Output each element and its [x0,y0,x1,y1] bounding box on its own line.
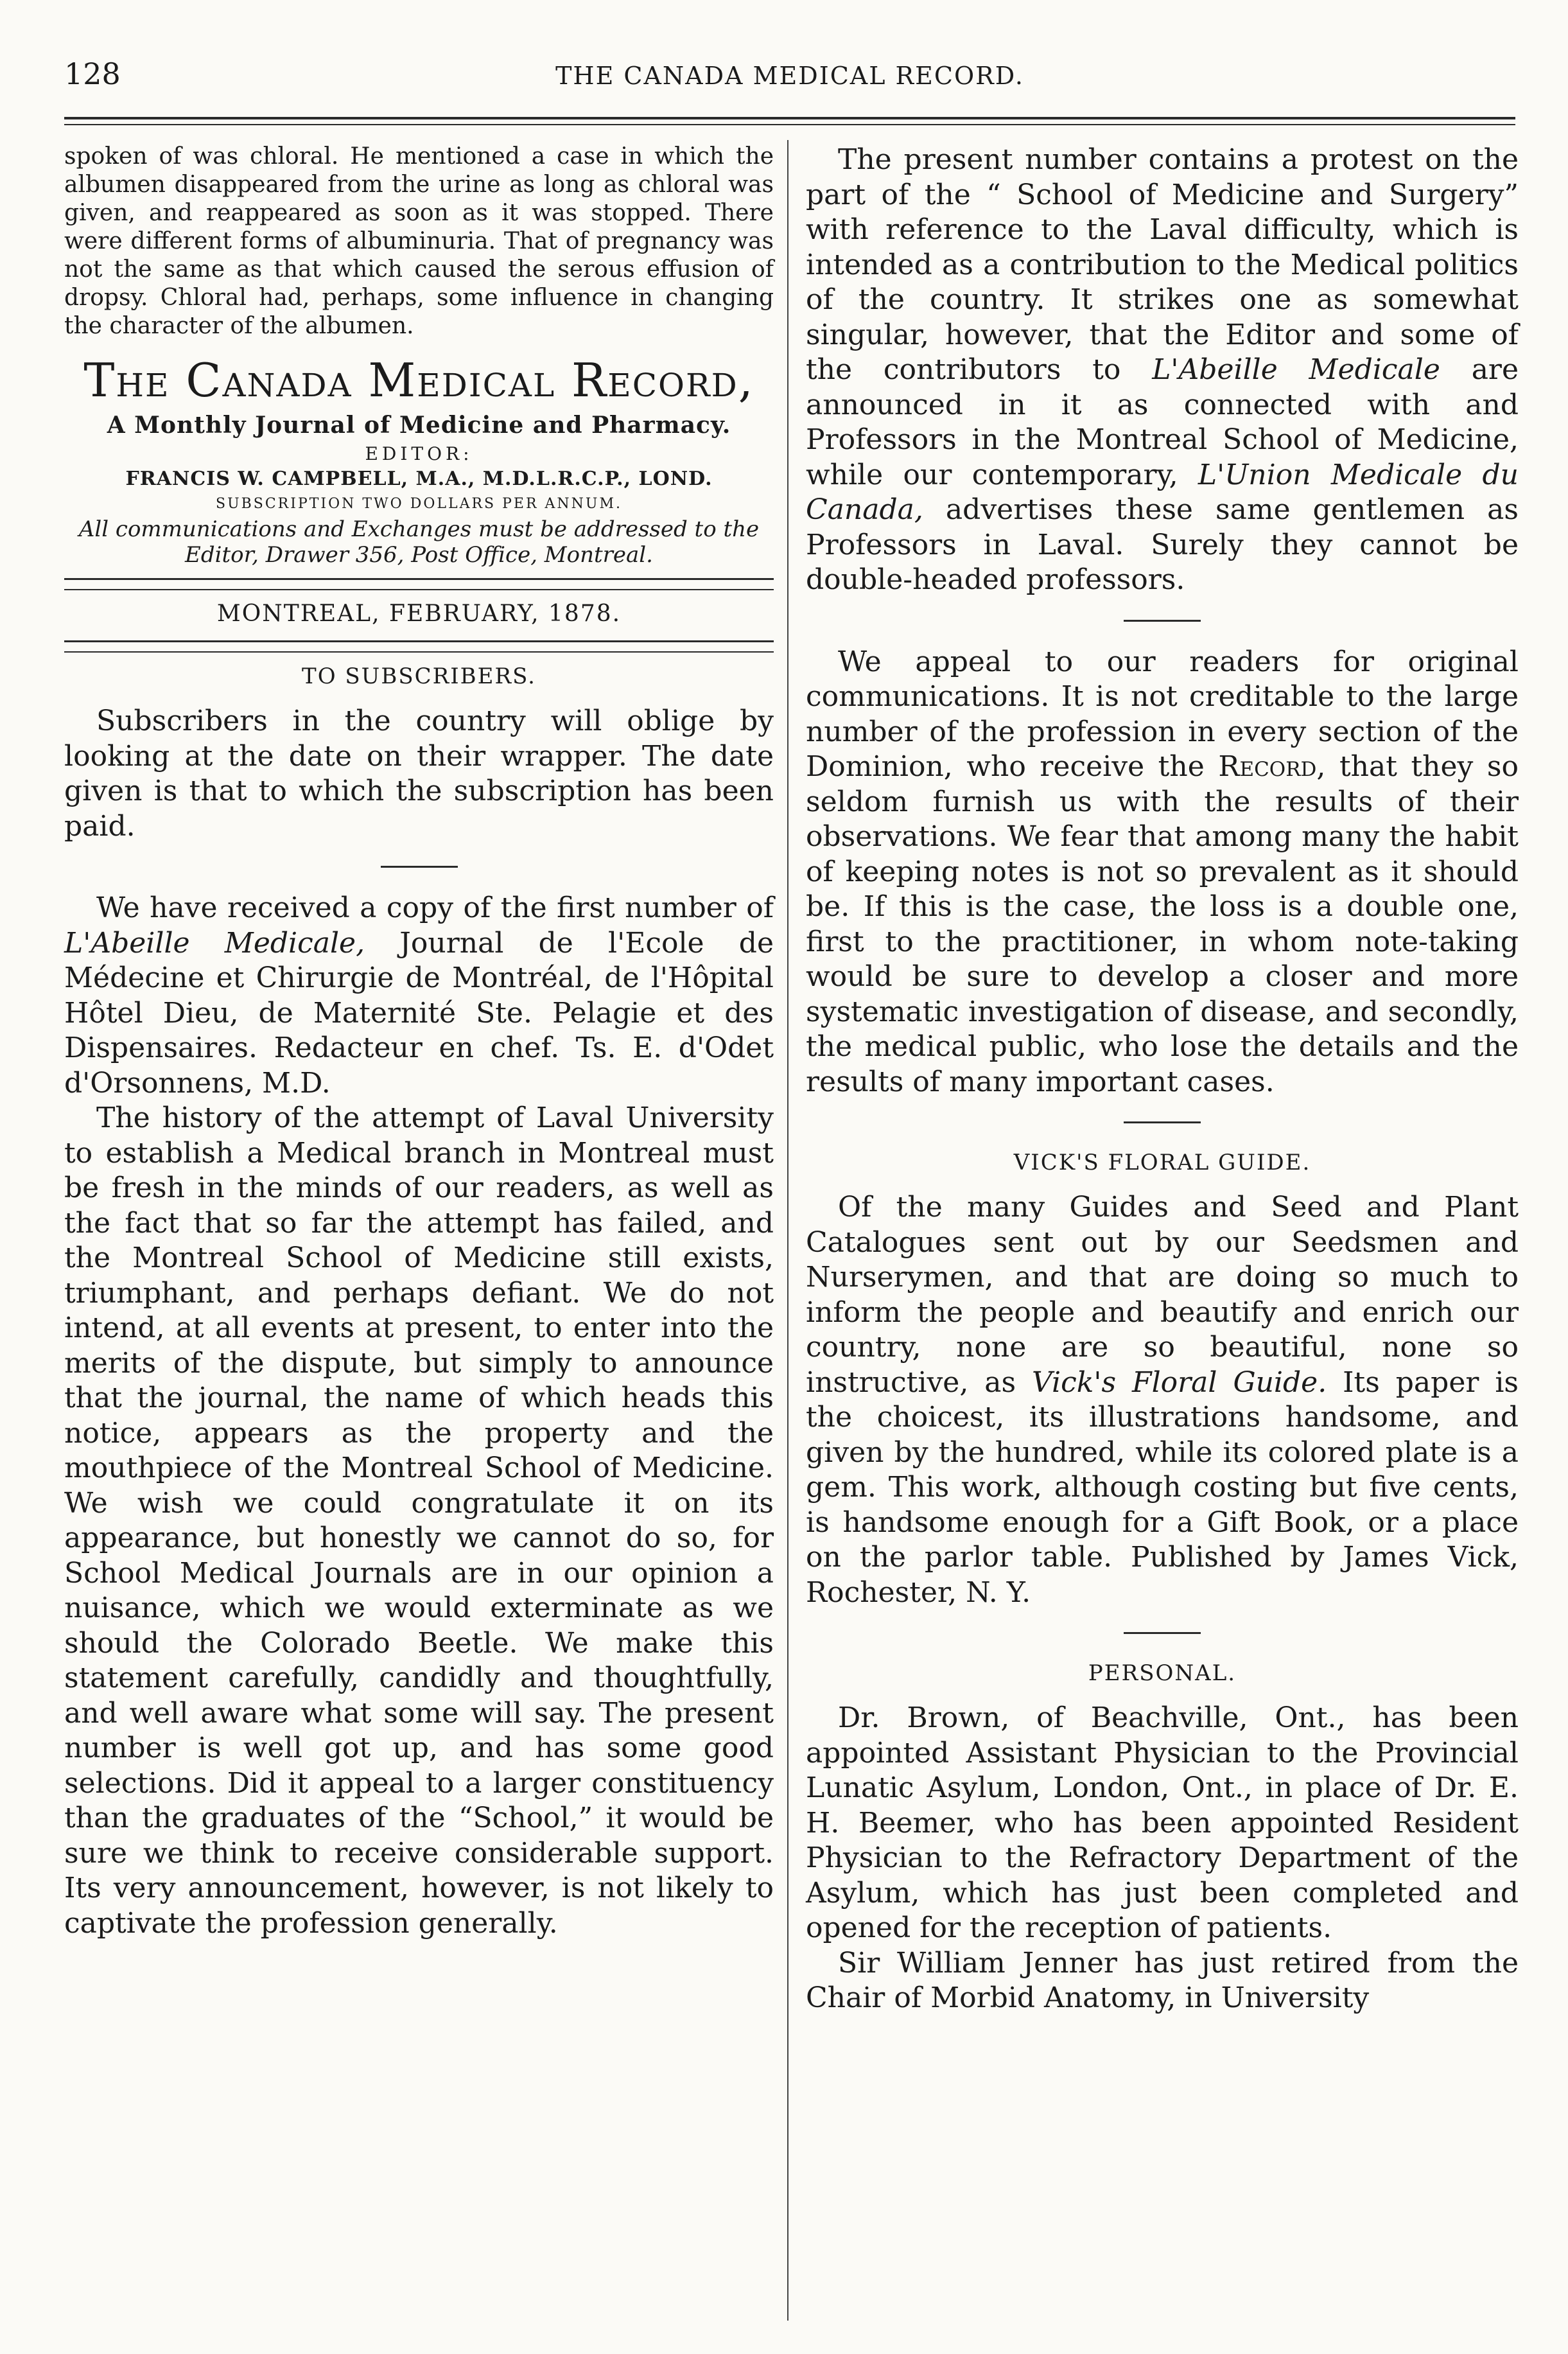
section-rule [1124,1632,1201,1634]
page-header [64,57,1515,95]
vick-heading: VICK'S FLORAL GUIDE. [1013,1150,1311,1175]
left-column [64,143,774,1941]
right-column [806,143,1519,2016]
page-number: 128 [64,57,121,91]
masthead-notice: All communications and Exchanges must be addressed to the Editor, Drawer 356, Post Office, Montreal. [78,516,760,568]
masthead-subtitle: A Monthly Journal of Medicine and Pharmacy. [107,412,731,439]
text-run: that they so seldom furnish us with the results of their observations. We fear that among many the habit of keeping notes is not so prevalent as it should be. If this is the case, the loss is a double one, first to the practitioner, in whom note-taking would be sure to develop a closer and more systematic investigation of disease, and secondly, the medical public, who lose the details and the results of many important cases. [806,750,1519,1098]
masthead-rule [64,578,774,590]
text-run: Of the many Guides and Seed and Plant Catalogues sent out by our Seedsmen and Nurserymen, and that are doing so much to inform the people and beautify and enrich our country, none are so beautiful, none so instructive, as [806,1191,1519,1399]
section-rule [1124,620,1201,622]
running-title: THE CANADA MEDICAL RECORD. [555,62,1024,90]
personal-paragraph-2: Sir William Jenner has just retired from the Chair of Morbid Anatomy, in University [806,1946,1519,2014]
journal-title: L'Union Medicale du Canada, [806,458,1519,526]
personal-paragraph-1: Dr. Brown, of Beachville, Ont., has been appointed Assistant Physician to the Provincial Lunatic Asylum, London, Ont., in place of Dr. E. H. Beemer, who has been appointed Resident Physician to the Refractory Department of the Asylum, which has just been completed and opened for the reception of patients. [806,1701,1519,1944]
record-name: Record, [1218,750,1326,783]
chloral-paragraph: spoken of was chloral. He mentioned a case in which the albumen disappeared from the urine as long as chloral was given, and reappeared as soon as it was stopped. There were different forms of albuminuria. That of pregnancy was not the same as that which caused the serous effusion of dropsy. Chloral had, perhaps, some influence in changing the character of the albumen. [64,143,774,339]
header-rule-thin [64,124,1515,125]
text-run: The present number contains a protest on the part of the “ School of Medicine and Surgery” with reference to the Laval difficulty, which is intended as a contribution to the Medical politics of the country. It strikes one as somewhat singular, however, that the Editor and some of the contributors to [806,143,1519,386]
vick-paragraph [806,1190,1519,1610]
journal-title: L'Abeille Medicale, [64,926,365,960]
text-run: Journal de l'Ecole de Médecine et Chirurgie de Montréal, de l'Hôpital Hôtel Dieu, de Maternité Ste. Pelagie et des Dispensaires. Redacteur en chef. Ts. E. d'Odet d'Orsonnens, M.D. [64,926,774,1100]
protest-paragraph [806,143,1519,598]
guide-title: Vick's Floral Guide. [1032,1366,1327,1399]
text-run: We appeal to our readers for original communications. It is not creditable to the large number of the profession in every section of the Dominion, who receive the [806,645,1519,783]
text-run: are announced in it as connected with and Professors in the Montreal School of Medicine, while our contemporary, [806,353,1519,491]
abeille-paragraph-2: The history of the attempt of Laval University to establish a Medical branch in Montreal must be fresh in the minds of our readers, as well as the fact that so far the attempt has failed, and the Montreal School of Medicine still exists, triumphant, and perhaps defiant. We do not intend, at all events at present, to enter into the merits of the dispute, but simply to announce that the journal, the name of which heads this notice, appears as the property and the mouthpiece of the Montreal School of Medicine. We wish we could congratulate it on its appearance, but honestly we cannot do so, for School Medical Journals are in our opinion a nuisance, which we would exterminate as we should the Colorado Beetle. We make this statement carefully, candidly and thoughtfully, and well aware what some will say. The present number is well got up, and has some good selections. Did it appeal to a larger constituency than the graduates of the “School,” it would be sure we think to receive considerable support. Its very announcement, however, is not likely to captivate the profession generally. [64,1102,774,1940]
dateline: MONTREAL, FEBRUARY, 1878. [216,601,622,627]
masthead-editor-label: EDITOR: [365,443,473,464]
text-run: We have received a copy of the first number of [96,892,774,924]
journal-title: L'Abeille Medicale [1152,353,1440,386]
masthead-title: The Canada Medical Record, [83,353,754,407]
section-rule [1124,1121,1201,1123]
masthead-editor: FRANCIS W. CAMPBELL, M.A., M.D.L.R.C.P., LOND. [125,468,713,490]
subscribers-heading: TO SUBSCRIBERS. [302,663,536,689]
text-run: Its paper is the choicest, its illustrations handsome, and given by the hundred, while its colored plate is a gem. This work, although costing but five cents, is handsome enough for a Gift Book, or a place on the parlor table. Published by James Vick, Rochester, N. Y. [806,1366,1519,1609]
masthead-subscription: SUBSCRIPTION TWO DOLLARS PER ANNUM. [216,496,622,512]
subscribers-paragraph: Subscribers in the country will oblige by looking at the date on their wrapper. The date given is that to which the subscription has been paid. [64,705,774,843]
dateline-rule [64,640,774,653]
masthead [64,352,774,568]
personal-heading: PERSONAL. [1088,1660,1237,1686]
appeal-paragraph [806,645,1519,1100]
section-rule [381,866,458,868]
text-run: advertises these same gentlemen as Professors in Laval. Surely they cannot be double-headed professors. [806,493,1519,596]
abeille-paragraph-1 [64,891,774,1101]
header-rule [64,117,1515,119]
column-divider [787,140,788,2321]
